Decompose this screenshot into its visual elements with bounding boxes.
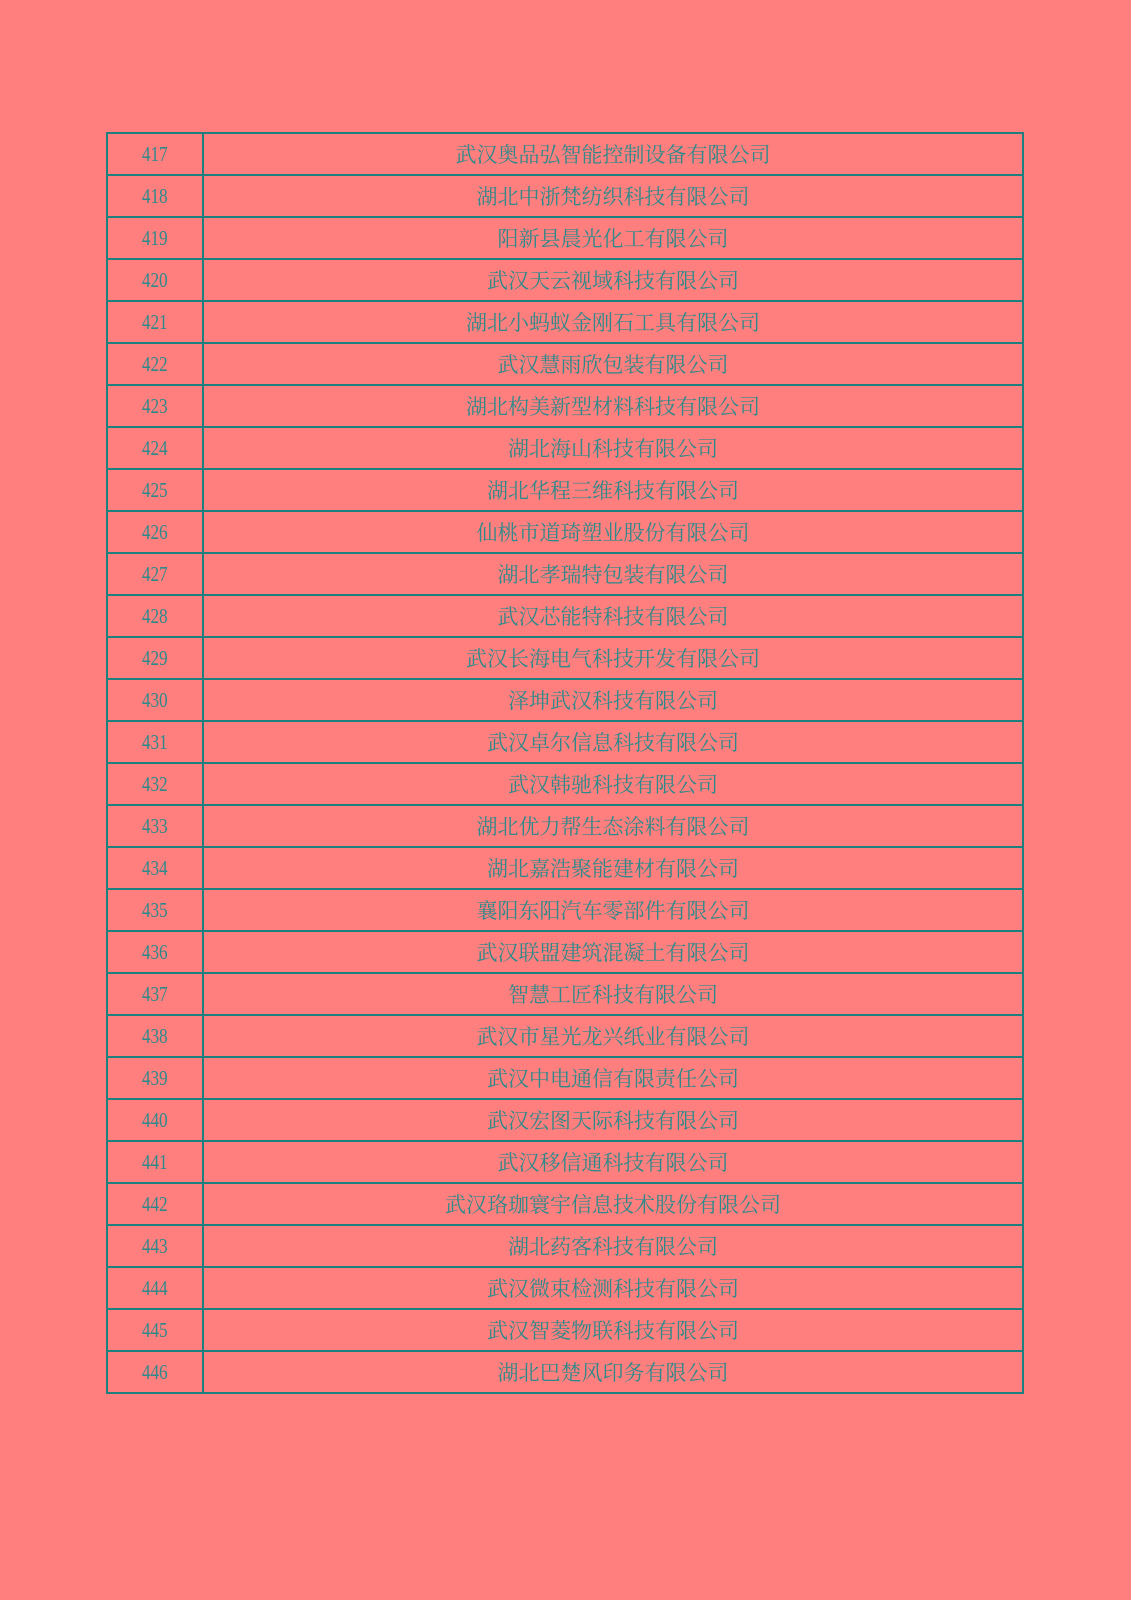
row-number: 427 [142,561,168,586]
row-number: 421 [142,309,168,334]
row-number: 422 [142,351,168,376]
row-number: 445 [142,1317,168,1342]
table-row [107,511,1023,553]
row-number: 443 [142,1233,168,1258]
company-name-cell: 湖北海山科技有限公司 [203,427,1023,469]
company-name-cell: 武汉市星光龙兴纸业有限公司 [203,1015,1023,1057]
company-name-cell: 武汉宏图天际科技有限公司 [203,1099,1023,1141]
company-name-cell: 武汉长海电气科技开发有限公司 [203,637,1023,679]
company-name-cell: 湖北优力帮生态涂料有限公司 [203,805,1023,847]
row-number: 419 [142,225,168,250]
row-number: 429 [142,645,168,670]
row-number-cell [107,1351,203,1393]
company-name-cell: 武汉中电通信有限责任公司 [203,1057,1023,1099]
row-number-cell [107,1267,203,1309]
row-number-cell [107,637,203,679]
row-number: 430 [142,687,168,712]
row-number: 426 [142,519,168,544]
company-name-cell: 泽坤武汉科技有限公司 [203,679,1023,721]
row-number: 420 [142,267,168,292]
row-number: 433 [142,813,168,838]
row-number-cell [107,721,203,763]
company-name-cell: 武汉奥品弘智能控制设备有限公司 [203,133,1023,175]
row-number: 435 [142,897,168,922]
company-name-cell: 武汉韩驰科技有限公司 [203,763,1023,805]
row-number: 439 [142,1065,168,1090]
row-number-cell [107,931,203,973]
table-row [107,595,1023,637]
row-number-cell [107,217,203,259]
row-number-cell [107,1309,203,1351]
row-number-cell [107,1099,203,1141]
table-row [107,805,1023,847]
table-row [107,1183,1023,1225]
row-number-cell [107,175,203,217]
company-name-cell: 襄阳东阳汽车零部件有限公司 [203,889,1023,931]
company-name-cell: 湖北小蚂蚁金刚石工具有限公司 [203,301,1023,343]
row-number: 432 [142,771,168,796]
company-name-cell: 武汉天云视域科技有限公司 [203,259,1023,301]
row-number: 442 [142,1191,168,1216]
row-number: 440 [142,1107,168,1132]
row-number-cell [107,511,203,553]
row-number-cell [107,1183,203,1225]
row-number-cell [107,343,203,385]
row-number: 424 [142,435,168,460]
table-row [107,1015,1023,1057]
row-number-cell [107,133,203,175]
row-number: 418 [142,183,168,208]
table-row [107,259,1023,301]
table-row [107,469,1023,511]
table-row [107,1225,1023,1267]
row-number: 441 [142,1149,168,1174]
company-name-cell: 湖北药客科技有限公司 [203,1225,1023,1267]
row-number-cell [107,889,203,931]
row-number: 438 [142,1023,168,1048]
company-name-cell: 湖北巴楚风印务有限公司 [203,1351,1023,1393]
company-name-cell: 武汉移信通科技有限公司 [203,1141,1023,1183]
company-name-cell: 湖北孝瑞特包装有限公司 [203,553,1023,595]
row-number-cell [107,805,203,847]
company-name-cell: 湖北中浙梵纺织科技有限公司 [203,175,1023,217]
company-name-cell: 武汉卓尔信息科技有限公司 [203,721,1023,763]
table-row [107,1099,1023,1141]
row-number-cell [107,1141,203,1183]
row-number-cell [107,679,203,721]
table-row [107,301,1023,343]
company-name-cell: 武汉珞珈寰宇信息技术股份有限公司 [203,1183,1023,1225]
table-row [107,637,1023,679]
table-row [107,1057,1023,1099]
row-number-cell [107,595,203,637]
table-row [107,847,1023,889]
table-row [107,553,1023,595]
table-row [107,427,1023,469]
row-number-cell [107,763,203,805]
company-name-cell: 武汉联盟建筑混凝土有限公司 [203,931,1023,973]
row-number-cell [107,1057,203,1099]
row-number: 437 [142,981,168,1006]
company-name-cell: 阳新县晨光化工有限公司 [203,217,1023,259]
table-row [107,385,1023,427]
table-row [107,1141,1023,1183]
row-number: 423 [142,393,168,418]
company-name-cell: 湖北构美新型材料科技有限公司 [203,385,1023,427]
table-row [107,217,1023,259]
row-number-cell [107,553,203,595]
company-name-cell: 湖北嘉浩聚能建材有限公司 [203,847,1023,889]
company-name-cell: 武汉芯能特科技有限公司 [203,595,1023,637]
table-row [107,973,1023,1015]
row-number: 436 [142,939,168,964]
row-number: 434 [142,855,168,880]
row-number: 425 [142,477,168,502]
table-row [107,1351,1023,1393]
row-number: 446 [142,1359,168,1384]
table-body [107,133,1023,1393]
row-number-cell [107,847,203,889]
row-number-cell [107,469,203,511]
row-number-cell [107,1225,203,1267]
company-name-cell: 仙桃市道琦塑业股份有限公司 [203,511,1023,553]
table-row [107,721,1023,763]
table-row [107,133,1023,175]
table-row [107,175,1023,217]
row-number-cell [107,427,203,469]
company-name-cell: 武汉慧雨欣包装有限公司 [203,343,1023,385]
company-name-cell: 武汉微束检测科技有限公司 [203,1267,1023,1309]
row-number-cell [107,973,203,1015]
company-list-table [106,132,1024,1394]
row-number-cell [107,1015,203,1057]
table-row [107,931,1023,973]
row-number: 444 [142,1275,168,1300]
row-number: 417 [142,141,168,166]
table-row [107,343,1023,385]
company-name-cell: 智慧工匠科技有限公司 [203,973,1023,1015]
table-row [107,763,1023,805]
table-row [107,889,1023,931]
row-number-cell [107,301,203,343]
row-number: 431 [142,729,168,754]
row-number-cell [107,385,203,427]
table-row [107,679,1023,721]
row-number: 428 [142,603,168,628]
table-row [107,1309,1023,1351]
row-number-cell [107,259,203,301]
table-row [107,1267,1023,1309]
company-name-cell: 武汉智菱物联科技有限公司 [203,1309,1023,1351]
company-name-cell: 湖北华程三维科技有限公司 [203,469,1023,511]
